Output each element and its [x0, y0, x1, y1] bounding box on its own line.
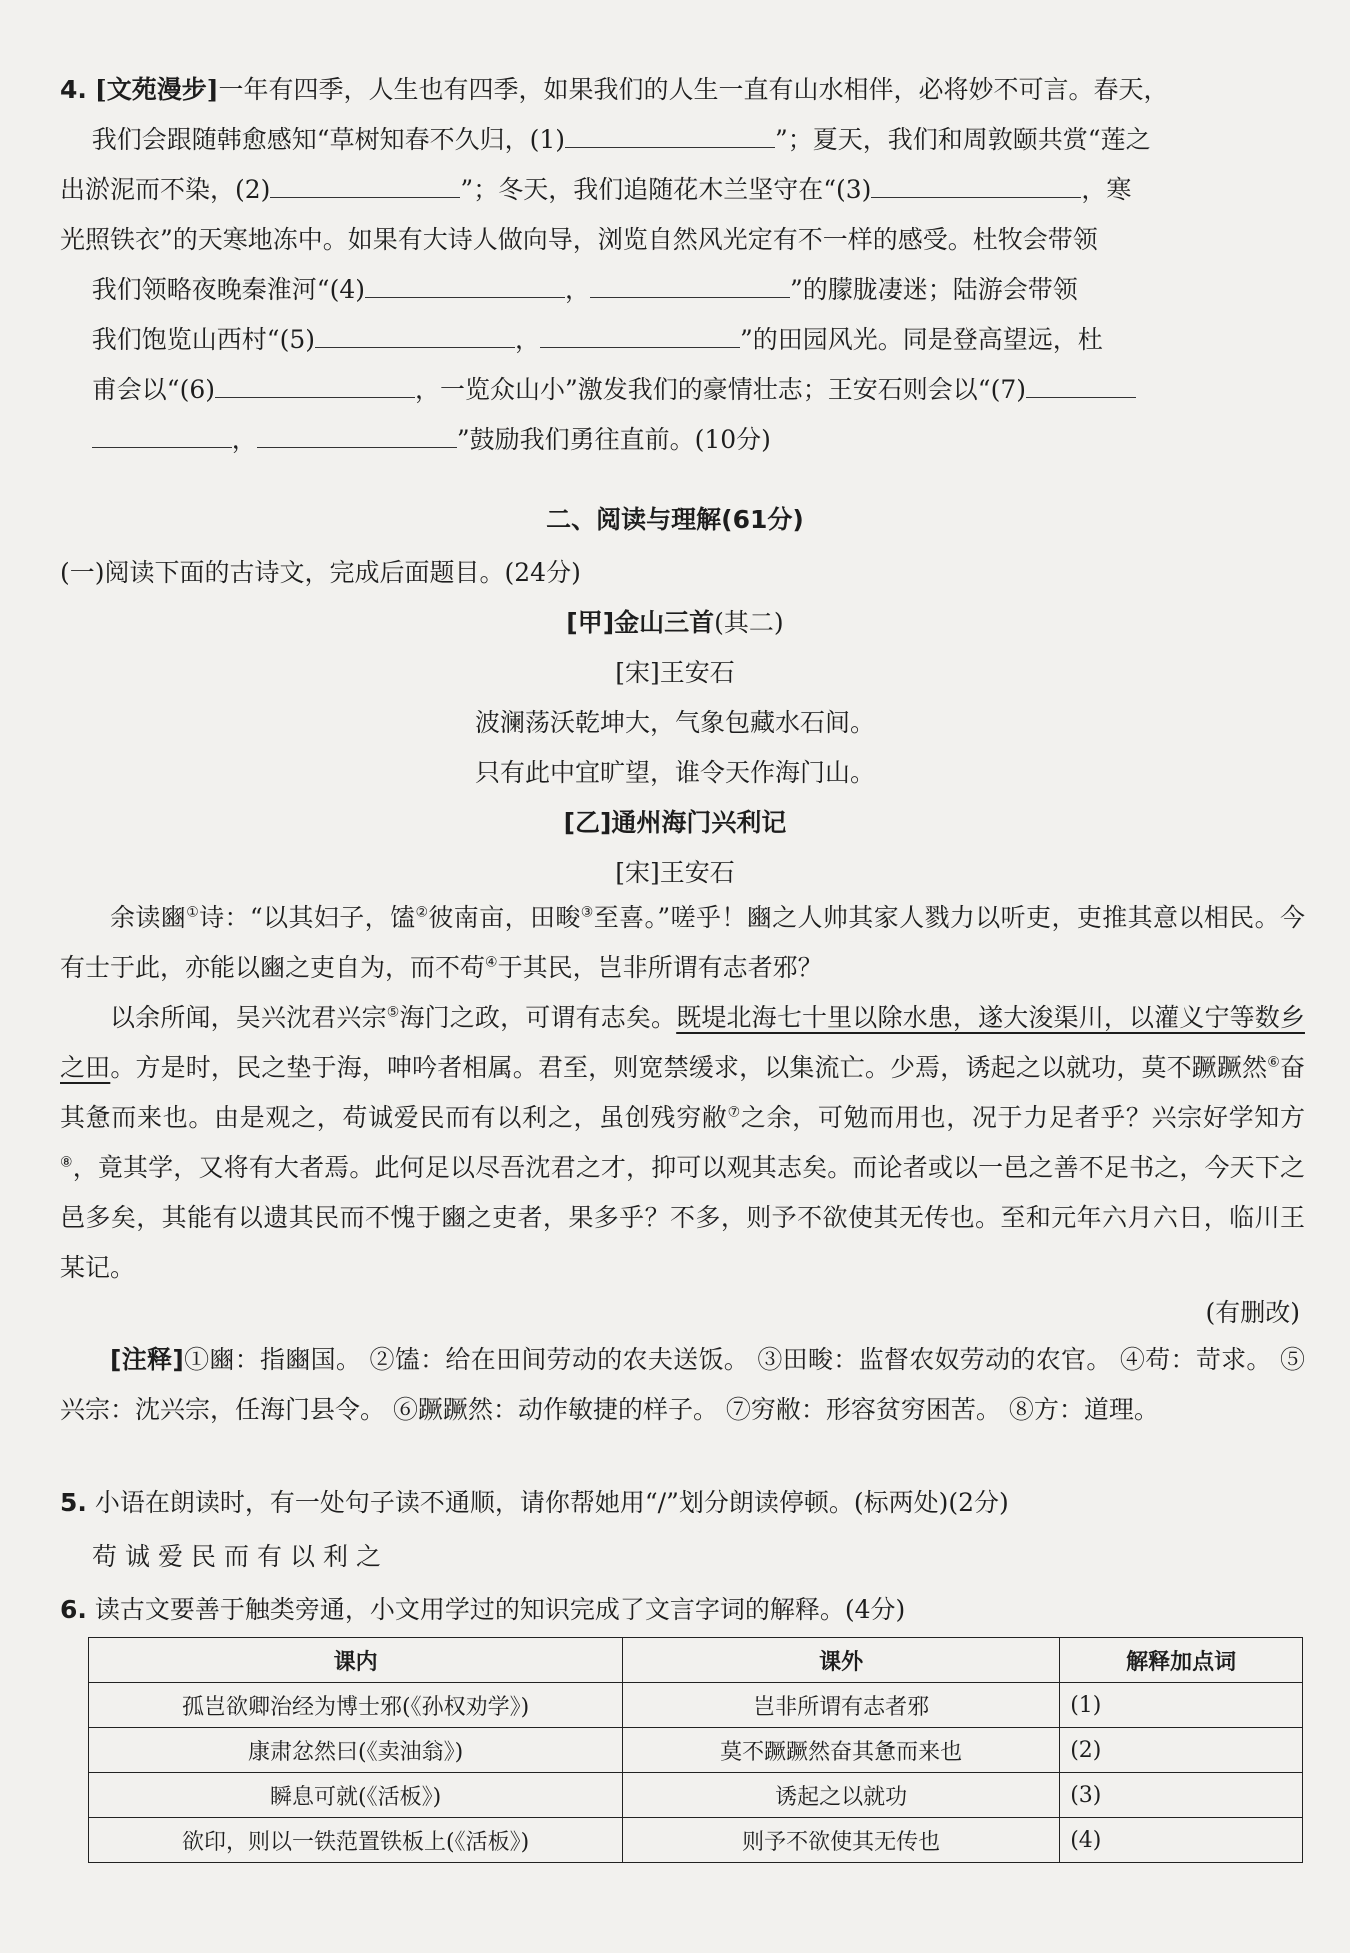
question-text: ”鼓励我们勇往直前。(10分) — [456, 425, 771, 454]
answer-blank-5a[interactable] — [315, 325, 515, 348]
table-cell: 孤岂欲卿治经为博士邪(《孙权劝学》) — [89, 1683, 623, 1728]
table-row — [89, 1683, 1303, 1728]
question-text: 我们饱览山西村“(5) — [91, 325, 315, 354]
section-tag: [文苑漫步] — [94, 75, 219, 104]
question-5 — [60, 1483, 1009, 1519]
header-in-class: 课内 — [89, 1638, 623, 1683]
question-text: ，寒 — [1081, 175, 1132, 204]
table-cell: 莫不蹶蹶然奋其惫而来也 — [623, 1728, 1060, 1773]
answer-blank-2[interactable] — [270, 175, 460, 198]
answer-cell[interactable]: (2) — [1060, 1728, 1303, 1773]
header-explanation: 解释加点词 — [1060, 1638, 1303, 1683]
poem-title-text: 金山三首 — [614, 608, 715, 637]
question-4 — [60, 65, 1305, 465]
answer-blank-7b[interactable] — [92, 425, 232, 448]
question-5-sentence[interactable]: 苟诚爱民而有以利之 — [92, 1542, 390, 1571]
essay-text: 以余所闻，吴兴沈君兴宗 — [110, 1003, 387, 1032]
essay-text: ，竟其学，又将有大者焉。此何足以尽吾沈君之才，抑可以观其志矣。而论者或以一邑之善不足书之，今天下之邑多矣，其能有以遗其民而不愧于豳之吏者，果多乎？不多，则予不欲使其无传也。至和元年六月六日，临川王某记。 — [60, 1153, 1305, 1282]
question-number: 6. — [60, 1595, 87, 1624]
question-text: 我们会跟随韩愈感知“草树知春不久归，(1) — [91, 125, 565, 154]
question-text: ”；冬天，我们追随花木兰坚守在“(3) — [460, 175, 872, 204]
question-text: ， — [565, 275, 591, 304]
answer-cell[interactable]: (1) — [1060, 1683, 1303, 1728]
header-out-class: 课外 — [623, 1638, 1060, 1683]
underlined-sentence: 既堤北海七十里以除水患，遂大浚渠川，以灌义宁等数乡之田 — [60, 1003, 1305, 1082]
essay-text: 至喜。”嗟乎！豳之人帅其家人戮力以听吏，吏推其意以相民。今有士于此，亦能以豳之吏自为，而不苟 — [60, 903, 1305, 982]
table-row — [89, 1818, 1303, 1863]
answer-blank-7a[interactable] — [1026, 375, 1136, 398]
answer-blank-6[interactable] — [215, 375, 415, 398]
question-number: 4. — [60, 75, 87, 104]
essay-text: 于其民，岂非所谓有志者邪？ — [497, 953, 823, 982]
question-number: 5. — [60, 1488, 87, 1517]
question-6 — [60, 1590, 905, 1626]
question-text: 一年有四季，人生也有四季，如果我们的人生一直有山水相伴，必将妙不可言。春天， — [218, 75, 1169, 104]
essay-text: 余读豳 — [110, 903, 187, 932]
essay-text: 诗：“以其妇子，馌 — [199, 903, 416, 932]
answer-blank-3[interactable] — [871, 175, 1081, 198]
table-header-row — [89, 1638, 1303, 1683]
answer-blank-7c[interactable] — [257, 425, 457, 448]
table-cell: 瞬息可就(《活板》) — [89, 1773, 623, 1818]
essay-text: 海门之政，可谓有志矣。 — [399, 1003, 677, 1032]
essay-text: 。方是时，民之垫于海，呻吟者相属。君至，则宽禁缓求，以集流亡。少焉，诱起之以就功，莫不蹶蹶然 — [110, 1053, 1268, 1082]
answer-blank-5b[interactable] — [540, 325, 740, 348]
essay-tag: [乙] — [563, 808, 612, 837]
part-instruction: (一)阅读下面的古诗文，完成后面题目。(24分) — [60, 558, 581, 587]
vocab-table — [88, 1637, 1303, 1863]
poem-title — [0, 603, 1350, 639]
table-cell: 则予不欲使其无传也 — [623, 1818, 1060, 1863]
question-text: ，一览众山小”激发我们的豪情壮志；王安石则会以“(7) — [415, 375, 1026, 404]
question-text: ”的田园风光。同是登高望远，杜 — [740, 325, 1103, 354]
question-text: 读古文要善于触类旁通，小文用学过的知识完成了文言字词的解释。(4分) — [94, 1595, 906, 1624]
essay-paragraph-1: 余读豳①诗：“以其妇子，馌②彼南亩，田畯③至喜。”嗟乎！豳之人帅其家人戮力以听吏，吏推其意以相民。今有士于此，亦能以豳之吏自为，而不苟④于其民，岂非所谓有志者邪？ — [60, 903, 1305, 982]
table-cell: 诱起之以就功 — [623, 1773, 1060, 1818]
annotations — [60, 1335, 1305, 1435]
essay-title — [0, 803, 1350, 839]
table-cell: 岂非所谓有志者邪 — [623, 1683, 1060, 1728]
answer-cell[interactable]: (4) — [1060, 1818, 1303, 1863]
poem-title-note: (其二) — [714, 608, 784, 637]
question-text: ”；夏天，我们和周敦颐共赏“莲之 — [775, 125, 1151, 154]
answer-blank-4b[interactable] — [590, 275, 790, 298]
essay-text: 彼南亩，田畯 — [428, 903, 581, 932]
answer-blank-4a[interactable] — [365, 275, 565, 298]
question-text: ， — [515, 325, 541, 354]
question-text: 光照铁衣”的天寒地冻中。如果有大诗人做向导，浏览自然风光定有不一样的感受。杜牧会带领 — [60, 225, 1098, 254]
essay-paragraph-2: 以余所闻，吴兴沈君兴宗⑤海门之政，可谓有志矣。既堤北海七十里以除水患，遂大浚渠川，以灌义宁等数乡之田。方是时，民之垫于海，呻吟者相属。君至，则宽禁缓求，以集流亡。少焉，诱起之以就功，莫不蹶蹶然⑥奋其惫而来也。由是观之，苟诚爱民而有以利之，虽创残穷敝⑦之余，可勉而用也，况于力足者乎？兴宗好学知方⑧，竟其学，又将有大者焉。此何足以尽吾沈君之才，抑可以观其志矣。而论者或以一邑之善不足书之，今天下之邑多矣，其能有以遗其民而不愧于豳之吏者，果多乎？不多，则予不欲使其无传也。至和元年六月六日，临川王某记。 — [60, 1003, 1305, 1282]
poem-line-1: 波澜荡沃乾坤大，气象包藏水石间。 — [474, 708, 875, 737]
essay-text: 之余，可勉而用也，况于力足者乎？兴宗好学知方 — [740, 1103, 1305, 1132]
question-text: 我们领略夜晚秦淮河“(4) — [91, 275, 365, 304]
poem-line-2: 只有此中宜旷望，谁令天作海门山。 — [474, 758, 875, 787]
question-text: 甫会以“(6) — [91, 375, 215, 404]
answer-blank-1[interactable] — [565, 125, 775, 148]
annotation-text: ①豳：指豳国。 ②馌：给在田间劳动的农夫送饭。 ③田畯：监督农奴劳动的农官。 ④苟：苛求。 ⑤兴宗：沈兴宗，任海门县令。 ⑥蹶蹶然：动作敏捷的样子。 ⑦穷敝：形容贫穷困苦。 ⑧方：道理。 — [60, 1345, 1305, 1424]
table-row — [89, 1728, 1303, 1773]
question-text: ”的朦胧凄迷；陆游会带领 — [790, 275, 1078, 304]
essay-text: 奋其惫而来也。由是观之，苟诚爱民而有以利之，虽创残穷敝 — [60, 1053, 1305, 1132]
question-text: ， — [231, 425, 257, 454]
table-cell: 康肃忿然曰(《卖油翁》) — [89, 1728, 623, 1773]
poem-author: [宋]王安石 — [615, 658, 735, 687]
table-cell: 欲印，则以一铁范置铁板上(《活板》) — [89, 1818, 623, 1863]
table-row — [89, 1773, 1303, 1818]
annotation-tag: [注释] — [110, 1345, 184, 1374]
answer-cell[interactable]: (3) — [1060, 1773, 1303, 1818]
source-note: (有删改) — [1205, 1298, 1300, 1327]
section-heading: 二、阅读与理解(61分) — [546, 505, 804, 534]
essay-author: [宋]王安石 — [615, 858, 735, 887]
question-text: 出淤泥而不染，(2) — [60, 175, 271, 204]
question-text: 小语在朗读时，有一处句子读不通顺，请你帮她用“/”划分朗读停顿。(标两处)(2分) — [94, 1488, 1009, 1517]
essay-title-text: 通州海门兴利记 — [611, 808, 787, 837]
poem-tag: [甲] — [566, 608, 615, 637]
